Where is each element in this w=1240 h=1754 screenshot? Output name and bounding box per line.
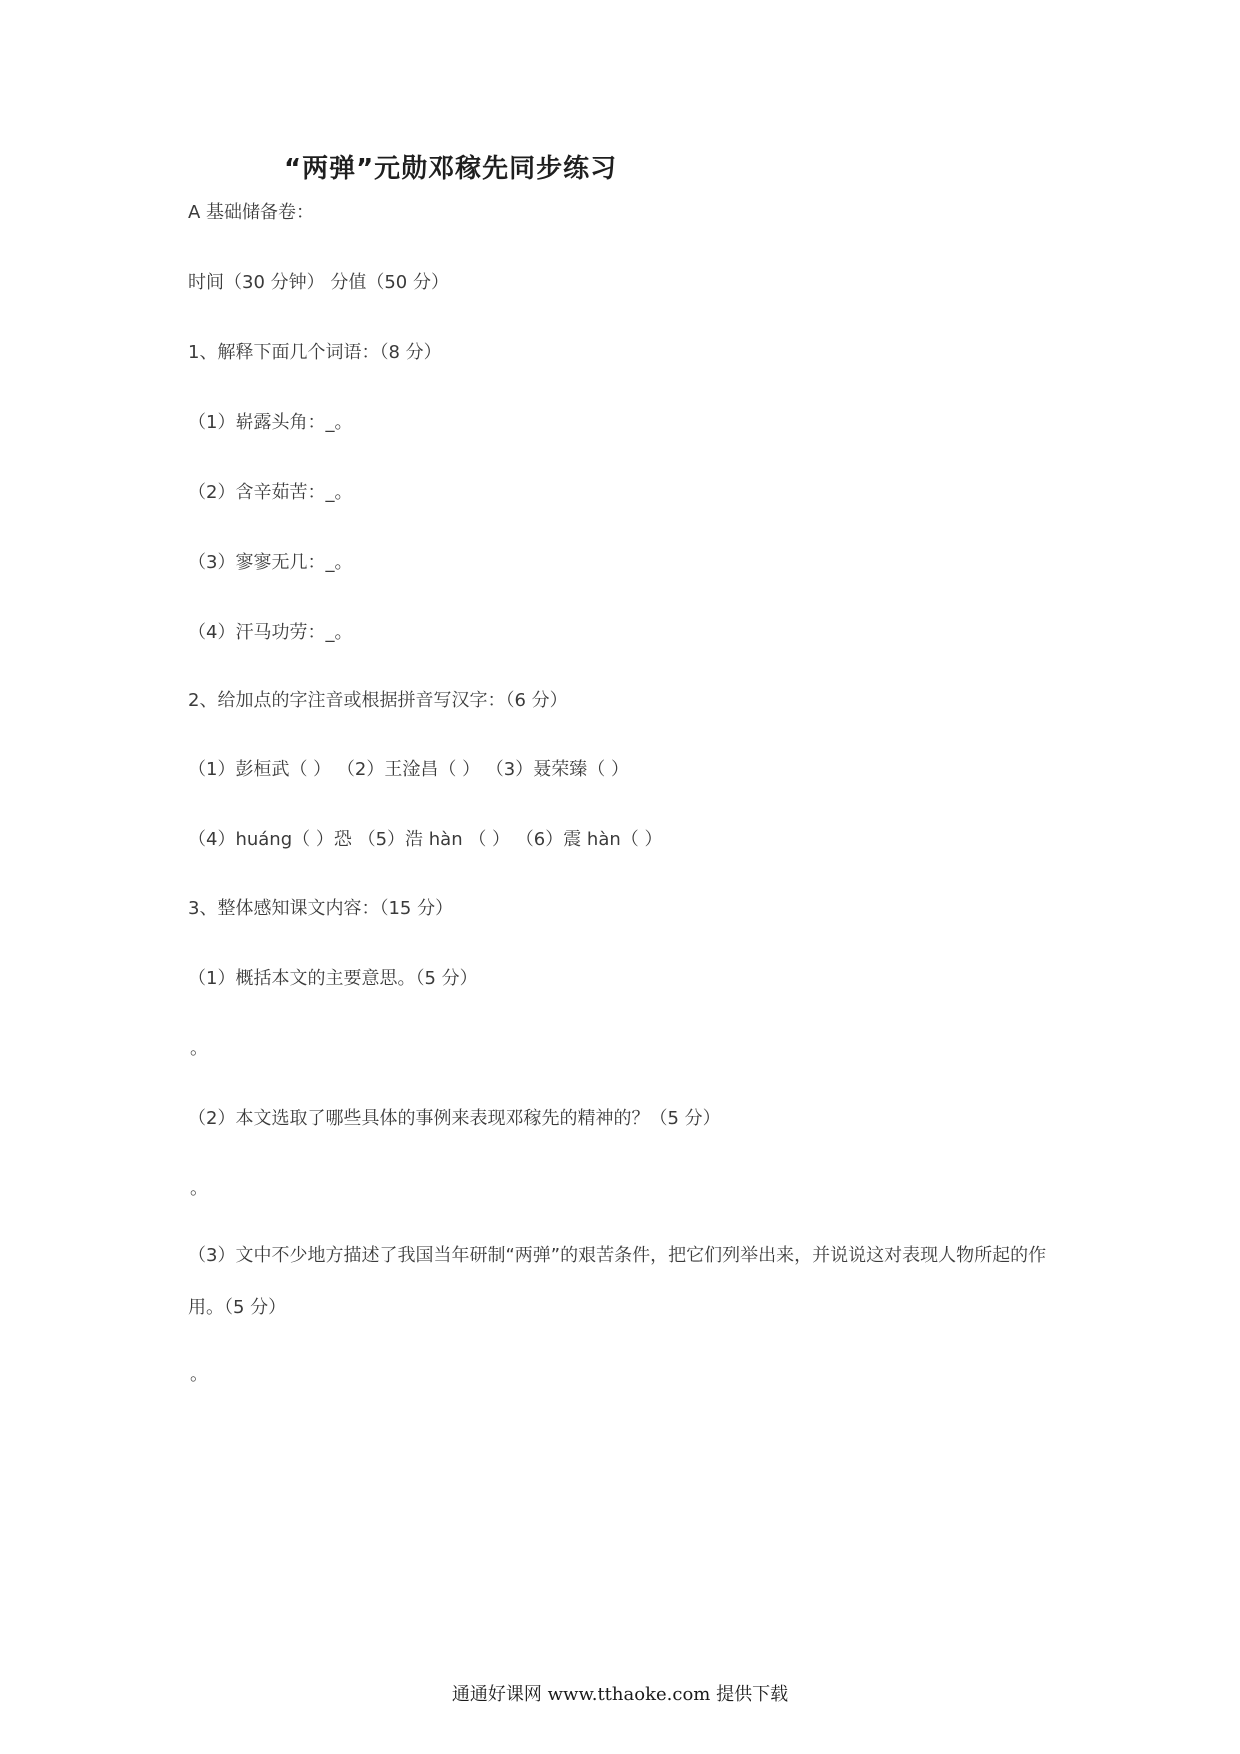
question-3-sub-1: （1）概括本文的主要意思。（5 分） (188, 968, 478, 989)
question-3-heading: 3、整体感知课文内容：（15 分） (188, 898, 454, 919)
question-1-item: （1）崭露头角：_。 (188, 412, 353, 433)
answer-mark: 。 (190, 1178, 208, 1199)
question-2-row: （1）彭桓武（ ） （2）王淦昌（ ） （3）聂荣臻（ ） (188, 759, 629, 780)
question-2-row: （4）huáng（ ）恐 （5）浩 hàn （ ） （6）震 hàn（ ） (188, 829, 663, 850)
footer-credit: 通通好课网 www.tthaoke.com 提供下载 (451, 1684, 789, 1705)
answer-mark: 。 (190, 1364, 208, 1385)
question-3-sub-3: （3）文中不少地方描述了我国当年研制“两弹”的艰苦条件，把它们列举出来，并说说这对表现人物所起的作用。（5 分） (188, 1245, 1047, 1318)
question-1-heading: 1、解释下面几个词语：（8 分） (188, 342, 442, 363)
time-score-info: 时间（30 分钟） 分值（50 分） (188, 272, 449, 293)
question-1-item: （4）汗马功劳：_。 (188, 622, 353, 643)
page-title: “两弹”元勋邓稼先同步练习 (284, 154, 618, 184)
question-1-item: （3）寥寥无几：_。 (188, 552, 353, 573)
question-3-sub-2: （2）本文选取了哪些具体的事例来表现邓稼先的精神的？（5 分） (188, 1108, 721, 1129)
answer-mark: 。 (190, 1038, 208, 1059)
question-1-item: （2）含辛茹苦：_。 (188, 482, 353, 503)
section-label: A 基础储备卷： (188, 202, 315, 223)
question-2-heading: 2、给加点的字注音或根据拼音写汉字：（6 分） (188, 690, 568, 711)
